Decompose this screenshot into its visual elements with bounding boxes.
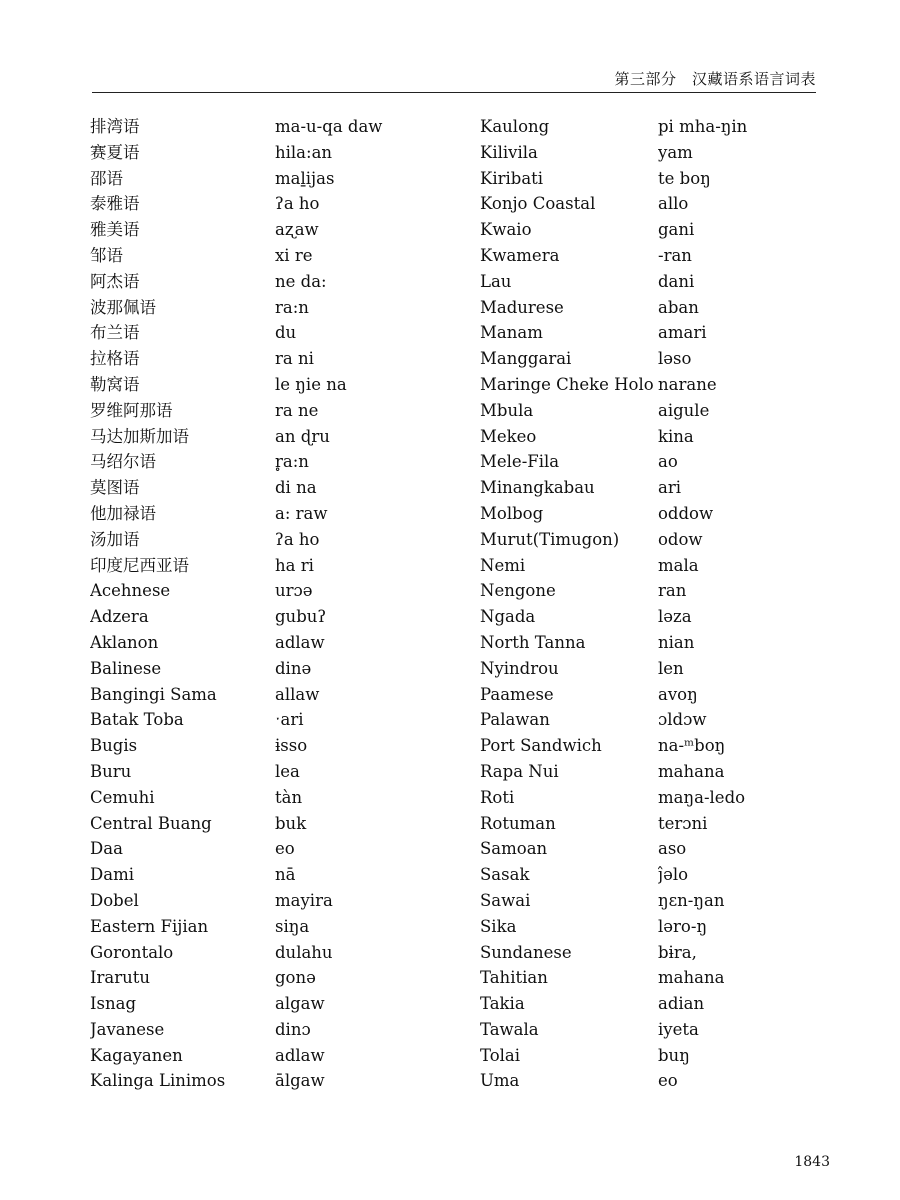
right-language-name: Takia [480,994,525,1014]
table-row [0,707,900,733]
table-row [0,346,900,372]
left-word-form: nā [275,865,296,885]
right-language-name: Mekeo [480,426,537,446]
right-word-form: -ran [658,245,692,265]
table-row [0,320,900,346]
right-word-form: amari [658,323,707,343]
right-word-form: buŋ [658,1045,690,1065]
right-language-name: Sundanese [480,942,572,962]
left-word-form: dinɔ [275,1019,311,1039]
table-row [0,449,900,475]
left-word-form: tàn [275,787,303,807]
right-language-name: Port Sandwich [480,736,602,756]
word-list-body [0,114,900,1094]
left-word-form: xi re [275,245,313,265]
table-row [0,114,900,140]
word-list [0,114,900,1094]
row-margin [0,501,90,527]
header-title: 第三部分 汉藏语系语言词表 [614,70,816,88]
row-margin [0,553,90,579]
right-language-name: Kilivila [480,142,538,162]
left-language-name: Batak Toba [90,710,184,730]
right-word-form: aban [658,297,699,317]
left-language-name: Irarutu [90,968,151,988]
row-margin [0,888,90,914]
table-row [0,475,900,501]
right-language-name: North Tanna [480,632,586,652]
left-word-form: di na [275,478,317,498]
right-language-name: Uma [480,1071,520,1091]
left-language-name: Buru [90,761,132,781]
right-language-name: Nyindrou [480,658,559,678]
row-margin [0,114,90,140]
left-language-name: 勒窝语 [90,374,140,394]
right-word-form: allo [658,194,689,214]
table-row [0,811,900,837]
right-word-form: nian [658,632,695,652]
row-margin [0,475,90,501]
row-margin [0,914,90,940]
left-word-form: ra ne [275,400,319,420]
right-language-name: Madurese [480,297,564,317]
table-row [0,862,900,888]
left-language-name: 排湾语 [90,117,140,136]
row-margin [0,1043,90,1069]
table-row [0,1068,900,1094]
right-word-form: ləro-ŋ [658,916,708,936]
right-language-name: Manggarai [480,349,572,369]
table-row [0,733,900,759]
left-word-form: ālgaw [275,1071,325,1091]
left-word-form: dinə [275,658,312,678]
table-row [0,656,900,682]
left-word-form: lea [275,761,300,781]
table-row [0,682,900,708]
left-word-form: hila:an [275,142,333,162]
right-word-form: iyeta [658,1019,699,1039]
table-row [0,295,900,321]
row-margin [0,140,90,166]
left-word-form: le ŋie na [275,374,347,394]
row-margin [0,759,90,785]
right-word-form: kina [658,426,694,446]
left-language-name: 他加禄语 [90,503,156,523]
left-language-name: Kalinga Linimos [90,1071,226,1091]
table-row [0,243,900,269]
left-language-name: 泰雅语 [90,194,140,214]
table-row [0,578,900,604]
row-margin [0,243,90,269]
row-margin [0,166,90,192]
right-word-form: mahana [658,761,725,781]
left-word-form: urɔə [275,581,313,601]
running-header [92,66,816,93]
right-language-name: Konjo Coastal [480,194,596,214]
right-language-name: Kiribati [480,168,544,188]
left-word-form: ha ri [275,555,314,575]
left-language-name: Eastern Fijian [90,916,209,936]
right-word-form: terɔni [658,813,708,833]
table-row [0,372,900,398]
left-language-name: Bangingi Sama [90,684,217,704]
right-word-form: dani [658,271,695,291]
right-word-form: te boŋ [658,168,711,188]
left-language-name: 邵语 [90,168,123,188]
right-language-name: Nemi [480,555,526,575]
row-margin [0,449,90,475]
table-row [0,914,900,940]
left-word-form: adlaw [275,1045,325,1065]
right-language-name: Sasak [480,865,530,885]
left-language-name: Gorontalo [90,942,174,962]
right-language-name: Minangkabau [480,478,595,498]
right-word-form: ĵəlo [658,865,689,885]
left-language-name: 阿杰语 [90,271,140,291]
row-margin [0,1068,90,1094]
left-language-name: Javanese [90,1019,165,1039]
right-word-form: ləza [658,607,692,627]
left-language-name: 赛夏语 [90,142,140,162]
table-row [0,965,900,991]
left-language-name: Daa [90,839,123,859]
right-word-form: adian [658,994,705,1014]
right-language-name: Tawala [480,1019,539,1039]
left-language-name: Acehnese [90,581,171,601]
table-row [0,836,900,862]
table-row [0,501,900,527]
row-margin [0,295,90,321]
row-margin [0,1017,90,1043]
row-margin [0,707,90,733]
left-language-name: 马绍尔语 [90,452,156,472]
row-margin [0,269,90,295]
right-language-name: Molbog [480,503,544,523]
row-margin [0,578,90,604]
right-word-form: eo [658,1071,678,1091]
table-row [0,888,900,914]
left-language-name: Isnag [90,994,137,1014]
right-word-form: na-ᵐboŋ [658,736,726,756]
row-margin [0,217,90,243]
left-word-form: ne da: [275,271,327,291]
right-language-name: Murut(Timugon) [480,529,620,549]
row-margin [0,682,90,708]
right-word-form: gani [658,220,695,240]
table-row [0,785,900,811]
right-word-form: oddow [658,503,714,523]
left-word-form: gonə [275,968,316,988]
left-word-form: an ɖru [275,426,330,446]
right-language-name: Kwamera [480,245,560,265]
left-language-name: 布兰语 [90,323,140,343]
left-word-form: ʔa ho [275,529,320,549]
left-language-name: Cemuhi [90,787,155,807]
left-word-form: aʐaw [275,220,319,240]
row-margin [0,320,90,346]
right-language-name: Sika [480,916,517,936]
row-margin [0,733,90,759]
table-row [0,140,900,166]
table-row [0,424,900,450]
right-language-name: Lau [480,271,512,291]
table-row [0,217,900,243]
right-language-name: Tolai [480,1045,521,1065]
right-language-name: Rotuman [480,813,556,833]
right-language-name: Sawai [480,890,531,910]
left-language-name: 邹语 [90,245,123,265]
right-word-form: odow [658,529,703,549]
left-language-name: 雅美语 [90,220,140,240]
right-language-name: Palawan [480,710,550,730]
left-language-name: Central Buang [90,813,212,833]
left-word-form: ʔa ho [275,194,320,214]
row-margin [0,191,90,217]
left-word-form: mayira [275,890,333,910]
right-word-form: ao [658,452,678,472]
right-word-form: ari [658,478,682,498]
left-word-form: gubuʔ [275,607,327,627]
right-word-form: ləso [658,349,692,369]
table-row [0,398,900,424]
right-language-name: Mele-Fila [480,452,560,472]
row-margin [0,424,90,450]
left-word-form: r̥a:n [275,452,309,472]
row-margin [0,656,90,682]
right-language-name: Tahitian [480,968,548,988]
left-word-form: algaw [275,994,325,1014]
table-row [0,269,900,295]
table-row [0,1017,900,1043]
table-row [0,1043,900,1069]
table-row [0,527,900,553]
left-word-form: ra ni [275,349,314,369]
left-language-name: 罗维阿那语 [90,400,173,420]
left-word-form: allaw [275,684,320,704]
row-margin [0,965,90,991]
row-margin [0,785,90,811]
right-word-form: narane [658,374,717,394]
left-language-name: 波那佩语 [90,297,156,317]
left-language-name: Aklanon [90,632,159,652]
row-margin [0,940,90,966]
right-language-name: Manam [480,323,543,343]
right-language-name: Mbula [480,400,534,420]
row-margin [0,836,90,862]
table-row [0,166,900,192]
table-row [0,604,900,630]
table-row [0,759,900,785]
row-margin [0,991,90,1017]
right-word-form: ɔldɔw [658,710,707,730]
right-word-form: ran [658,581,687,601]
row-margin [0,398,90,424]
right-language-name: Paamese [480,684,554,704]
left-language-name: Balinese [90,658,162,678]
right-word-form: mala [658,555,699,575]
table-row [0,940,900,966]
left-language-name: Dobel [90,890,139,910]
right-language-name: Roti [480,787,515,807]
left-word-form: buk [275,813,307,833]
row-margin [0,630,90,656]
right-word-form: maŋa-ledo [658,787,746,807]
left-language-name: 印度尼西亚语 [90,555,189,575]
right-word-form: avoŋ [658,684,698,704]
right-word-form: yam [658,142,693,162]
right-language-name: Kaulong [480,117,550,136]
table-row [0,553,900,579]
right-word-form: ŋɛn-ŋan [658,890,725,910]
left-language-name: 汤加语 [90,529,140,549]
row-margin [0,862,90,888]
right-word-form: mahana [658,968,725,988]
left-word-form: ˑari [275,710,304,730]
right-word-form: bɨra, [658,942,697,962]
left-word-form: du [275,323,297,343]
left-language-name: Adzera [90,607,149,627]
table-row [0,630,900,656]
left-word-form: a: raw [275,503,328,523]
left-language-name: 马达加斯加语 [90,426,189,446]
left-word-form: eo [275,839,295,859]
left-word-form: dulahu [275,942,333,962]
left-language-name: Kagayanen [90,1045,183,1065]
right-word-form: len [658,658,684,678]
page-number: 1843 [794,1154,830,1170]
row-margin [0,527,90,553]
left-language-name: Bugis [90,736,138,756]
right-language-name: Rapa Nui [480,761,559,781]
left-word-form: ɨsso [275,736,308,756]
right-word-form: pi mha-ŋin [658,117,748,136]
right-language-name: Kwaio [480,220,532,240]
row-margin [0,811,90,837]
left-word-form: adlaw [275,632,325,652]
row-margin [0,604,90,630]
table-row [0,191,900,217]
right-language-name: Samoan [480,839,548,859]
right-word-form: aigule [658,400,710,420]
table-row [0,991,900,1017]
left-language-name: Dami [90,865,134,885]
right-language-name: Ngada [480,607,536,627]
row-margin [0,372,90,398]
word-list-table [0,114,900,1094]
left-word-form: ra:n [275,297,309,317]
row-margin [0,346,90,372]
left-word-form: maḻijas [275,168,335,188]
left-word-form: ma-u-qa daw [275,117,383,136]
left-word-form: siŋa [275,916,310,936]
right-word-form: aso [658,839,687,859]
left-language-name: 拉格语 [90,349,140,369]
left-language-name: 莫图语 [90,478,140,498]
right-language-name: Maringe Cheke Holo [480,374,654,394]
right-language-name: Nengone [480,581,556,601]
